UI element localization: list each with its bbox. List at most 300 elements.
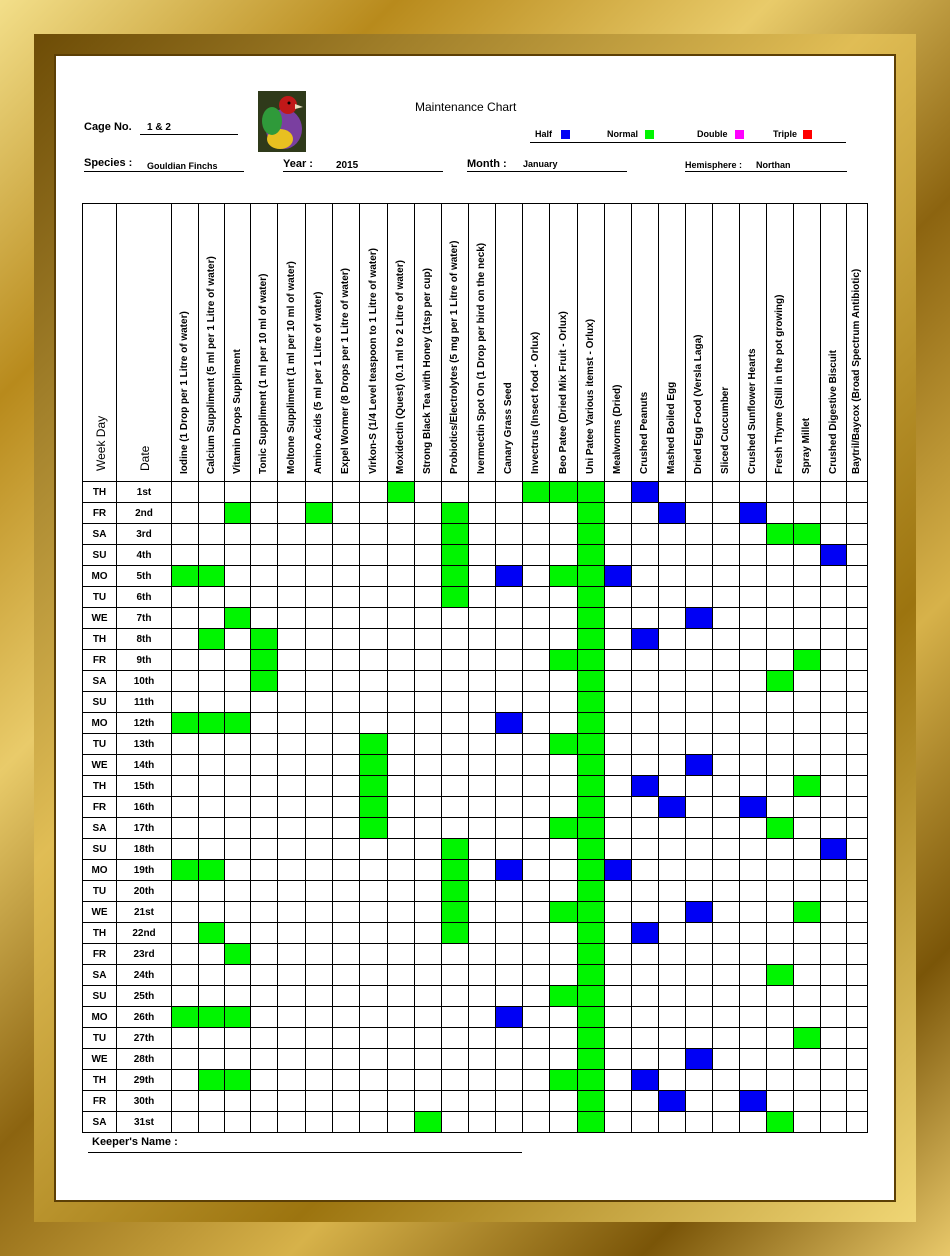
dose-cell [847,923,868,944]
dose-cell [632,923,659,944]
dose-cell [713,482,740,503]
dose-cell [388,545,415,566]
dose-cell [767,1112,794,1133]
weekday-cell: TU [83,881,117,902]
dose-cell [713,776,740,797]
dose-cell [847,839,868,860]
dose-cell [523,545,550,566]
dose-cell [713,692,740,713]
dose-cell [496,965,523,986]
maintenance-table [82,203,868,1133]
dose-cell [469,629,496,650]
dose-cell [225,608,251,629]
dose-cell [496,524,523,545]
dose-cell [278,629,306,650]
dose-cell [686,713,713,734]
dose-cell [199,545,225,566]
dose-cell [199,1049,225,1070]
dose-cell [251,902,278,923]
dose-cell [578,965,605,986]
dose-cell [659,608,686,629]
dose-cell [306,671,333,692]
dose-cell [821,860,847,881]
weekday-cell: SA [83,965,117,986]
dose-cell [847,671,868,692]
dose-cell [360,734,388,755]
dose-cell [278,776,306,797]
dose-cell [442,797,469,818]
dose-cell [686,881,713,902]
dose-cell [578,713,605,734]
dose-cell [360,776,388,797]
date-cell: 29th [117,1070,172,1091]
dose-cell [523,797,550,818]
dose-cell [251,524,278,545]
dose-cell [713,1070,740,1091]
dose-cell [278,545,306,566]
dose-cell [360,1070,388,1091]
dose-cell [199,1007,225,1028]
dose-cell [767,545,794,566]
weekday-cell: MO [83,860,117,881]
dose-cell [847,860,868,881]
dose-cell [306,524,333,545]
dose-cell [199,1091,225,1112]
dose-cell [821,713,847,734]
dose-cell [172,1070,199,1091]
date-header-label: Date [138,445,152,471]
dose-cell [794,650,821,671]
dose-cell [388,692,415,713]
dose-cell [415,965,442,986]
dose-cell [278,839,306,860]
dose-cell [578,755,605,776]
dose-cell [469,566,496,587]
item-header-label: Expel Wormer (8 Drops per 1 Litre of water) [340,268,351,474]
dose-cell [360,755,388,776]
dose-cell [632,503,659,524]
dose-cell [605,650,632,671]
gouldian-finch-photo [258,91,306,152]
dose-cell [278,755,306,776]
dose-cell [360,587,388,608]
dose-cell [767,671,794,692]
dose-cell [496,881,523,902]
dose-cell [740,650,767,671]
dose-cell [550,902,578,923]
dose-cell [442,524,469,545]
dose-cell [847,524,868,545]
dose-cell [172,1028,199,1049]
dose-cell [794,608,821,629]
dose-cell [847,755,868,776]
dose-cell [442,482,469,503]
legend-half-swatch [561,130,570,139]
dose-cell [632,587,659,608]
dose-cell [847,713,868,734]
dose-cell [767,692,794,713]
dose-cell [523,482,550,503]
dose-cell [821,503,847,524]
dose-cell [767,566,794,587]
dose-cell [659,839,686,860]
dose-cell [713,797,740,818]
month-label: Month : [467,158,507,170]
dose-cell [360,818,388,839]
dose-cell [605,503,632,524]
dose-cell [659,776,686,797]
dose-cell [388,671,415,692]
dose-cell [388,986,415,1007]
dose-cell [794,566,821,587]
dose-cell [767,839,794,860]
dose-cell [632,524,659,545]
item-header [388,204,415,482]
item-header-label: Dried Egg Food (Versla Laga) [693,334,704,474]
dose-cell [172,1007,199,1028]
dose-cell [442,734,469,755]
dose-cell [659,482,686,503]
dose-cell [523,524,550,545]
dose-cell [713,1028,740,1049]
chart-title: Maintenance Chart [415,100,517,114]
dose-cell [442,986,469,1007]
dose-cell [550,1112,578,1133]
dose-cell [632,1049,659,1070]
dose-cell [740,965,767,986]
dose-cell [578,692,605,713]
year-value: 2015 [336,160,359,171]
dose-cell [794,839,821,860]
dose-cell [523,986,550,1007]
item-header [713,204,740,482]
dose-cell [821,944,847,965]
dose-cell [496,566,523,587]
dose-cell [469,524,496,545]
dose-cell [740,629,767,650]
dose-cell [523,650,550,671]
date-cell: 6th [117,587,172,608]
dose-cell [847,1070,868,1091]
legend-double-swatch [735,130,744,139]
dose-cell [442,713,469,734]
date-cell: 3rd [117,524,172,545]
dose-cell [172,944,199,965]
dose-cell [550,734,578,755]
dose-cell [794,881,821,902]
legend-normal-label: Normal [607,129,639,139]
weekday-cell: TH [83,482,117,503]
dose-cell [172,986,199,1007]
dose-cell [496,902,523,923]
dose-cell [686,839,713,860]
table-row [83,902,868,923]
dose-cell [360,692,388,713]
dose-cell [794,965,821,986]
item-header-label: Crushed Peanuts [639,391,650,474]
dose-cell [767,881,794,902]
date-cell: 27th [117,1028,172,1049]
dose-cell [306,482,333,503]
dose-cell [251,482,278,503]
legend-normal-swatch [645,130,654,139]
dose-cell [659,1049,686,1070]
dose-cell [523,944,550,965]
dose-cell [172,797,199,818]
dose-cell [767,923,794,944]
dose-cell [713,902,740,923]
weekday-cell: FR [83,503,117,524]
dose-cell [442,860,469,881]
date-cell: 19th [117,860,172,881]
dose-cell [821,986,847,1007]
date-header [117,204,172,482]
dose-cell [605,839,632,860]
dose-cell [388,1112,415,1133]
dose-cell [821,965,847,986]
dose-cell [496,671,523,692]
dose-cell [306,713,333,734]
date-cell: 20th [117,881,172,902]
dose-cell [225,1028,251,1049]
item-header [333,204,360,482]
dose-cell [388,524,415,545]
dose-cell [225,776,251,797]
dose-cell [278,587,306,608]
dose-cell [251,587,278,608]
dose-cell [847,818,868,839]
dose-cell [686,986,713,1007]
dose-cell [821,608,847,629]
dose-cell [496,587,523,608]
dose-cell [550,986,578,1007]
dose-cell [415,1112,442,1133]
date-cell: 30th [117,1091,172,1112]
dose-cell [442,965,469,986]
table-row [83,566,868,587]
dose-cell [333,797,360,818]
dose-cell [469,713,496,734]
item-header-label: Canary Grass Seed [503,382,514,474]
date-cell: 14th [117,755,172,776]
dose-cell [278,713,306,734]
dose-cell [388,965,415,986]
dose-cell [767,797,794,818]
dose-cell [713,881,740,902]
dose-cell [172,545,199,566]
dose-cell [469,1049,496,1070]
table-row [83,692,868,713]
dose-cell [251,671,278,692]
dose-cell [278,944,306,965]
dose-cell [388,839,415,860]
dose-cell [442,902,469,923]
dose-cell [847,545,868,566]
dose-cell [632,671,659,692]
dose-cell [360,713,388,734]
dose-cell [388,1007,415,1028]
dose-cell [306,755,333,776]
item-header-label: Virkon-S (1/4 Level teaspoon to 1 Litre of water) [367,248,379,474]
dose-cell [659,923,686,944]
dose-cell [415,629,442,650]
item-header [847,204,868,482]
dose-cell [360,797,388,818]
dose-cell [821,923,847,944]
dose-cell [442,923,469,944]
dose-cell [523,713,550,734]
dose-cell [172,671,199,692]
dose-cell [794,776,821,797]
dose-cell [225,692,251,713]
table-row [83,923,868,944]
item-header [794,204,821,482]
dose-cell [225,923,251,944]
dose-cell [306,965,333,986]
dose-cell [686,1091,713,1112]
dose-cell [550,524,578,545]
dose-cell [496,713,523,734]
dose-cell [659,503,686,524]
dose-cell [794,755,821,776]
dose-cell [333,629,360,650]
dose-cell [659,797,686,818]
dose-cell [199,965,225,986]
dose-cell [821,1049,847,1070]
dose-cell [415,797,442,818]
dose-cell [713,1007,740,1028]
dose-cell [469,881,496,902]
dose-cell [225,482,251,503]
dose-cell [278,797,306,818]
dose-cell [821,797,847,818]
dose-cell [469,965,496,986]
dose-cell [740,1070,767,1091]
dose-cell [278,650,306,671]
dose-cell [659,986,686,1007]
dose-cell [225,503,251,524]
dose-cell [388,566,415,587]
dose-cell [767,1007,794,1028]
dose-cell [794,1049,821,1070]
dose-cell [199,713,225,734]
dose-cell [740,692,767,713]
dose-cell [686,629,713,650]
dose-cell [578,797,605,818]
dose-cell [333,902,360,923]
dose-cell [225,755,251,776]
dose-cell [225,1091,251,1112]
table-row [83,608,868,629]
dose-cell [605,1007,632,1028]
dose-cell [199,839,225,860]
dose-cell [523,1007,550,1028]
dose-cell [847,482,868,503]
dose-cell [306,1070,333,1091]
dose-cell [605,965,632,986]
dose-cell [686,776,713,797]
table-row [83,524,868,545]
dose-cell [686,1028,713,1049]
weekday-cell: FR [83,1091,117,1112]
dose-cell [821,1007,847,1028]
dose-cell [251,839,278,860]
dose-cell [278,965,306,986]
dose-cell [278,986,306,1007]
table-row [83,1070,868,1091]
weekday-cell: SU [83,545,117,566]
item-header [740,204,767,482]
dose-cell [686,1049,713,1070]
dose-cell [523,1112,550,1133]
dose-cell [523,692,550,713]
date-cell: 11th [117,692,172,713]
dose-cell [333,818,360,839]
dose-cell [333,965,360,986]
dose-cell [794,944,821,965]
dose-cell [847,734,868,755]
dose-cell [496,923,523,944]
dose-cell [847,566,868,587]
dose-cell [442,1049,469,1070]
dose-cell [632,944,659,965]
table-row [83,776,868,797]
dose-cell [333,1112,360,1133]
dose-cell [469,671,496,692]
dose-cell [740,881,767,902]
dose-cell [442,776,469,797]
dose-cell [442,671,469,692]
dose-cell [496,503,523,524]
date-cell: 18th [117,839,172,860]
dose-cell [360,482,388,503]
dose-cell [199,797,225,818]
item-header [686,204,713,482]
dose-cell [415,1007,442,1028]
item-header-label: Spray Millet [801,417,812,474]
dose-cell [199,944,225,965]
item-header-label: Invectrus (Insect food - Orlux) [530,331,541,474]
dose-cell [442,608,469,629]
dose-cell [578,587,605,608]
dose-cell [199,650,225,671]
dose-cell [605,587,632,608]
table-row [83,839,868,860]
dose-cell [713,734,740,755]
dose-cell [767,1091,794,1112]
dose-cell [306,902,333,923]
dose-cell [415,650,442,671]
dose-cell [415,818,442,839]
legend-underline [530,142,846,143]
dose-cell [632,650,659,671]
dose-cell [496,860,523,881]
dose-cell [523,881,550,902]
dose-cell [713,965,740,986]
dose-cell [794,734,821,755]
dose-cell [172,713,199,734]
dose-cell [333,860,360,881]
dose-cell [199,503,225,524]
dose-cell [659,881,686,902]
dose-cell [740,587,767,608]
dose-cell [578,671,605,692]
dose-cell [686,545,713,566]
dose-cell [713,671,740,692]
weekday-cell: FR [83,650,117,671]
dose-cell [306,545,333,566]
dose-cell [767,713,794,734]
